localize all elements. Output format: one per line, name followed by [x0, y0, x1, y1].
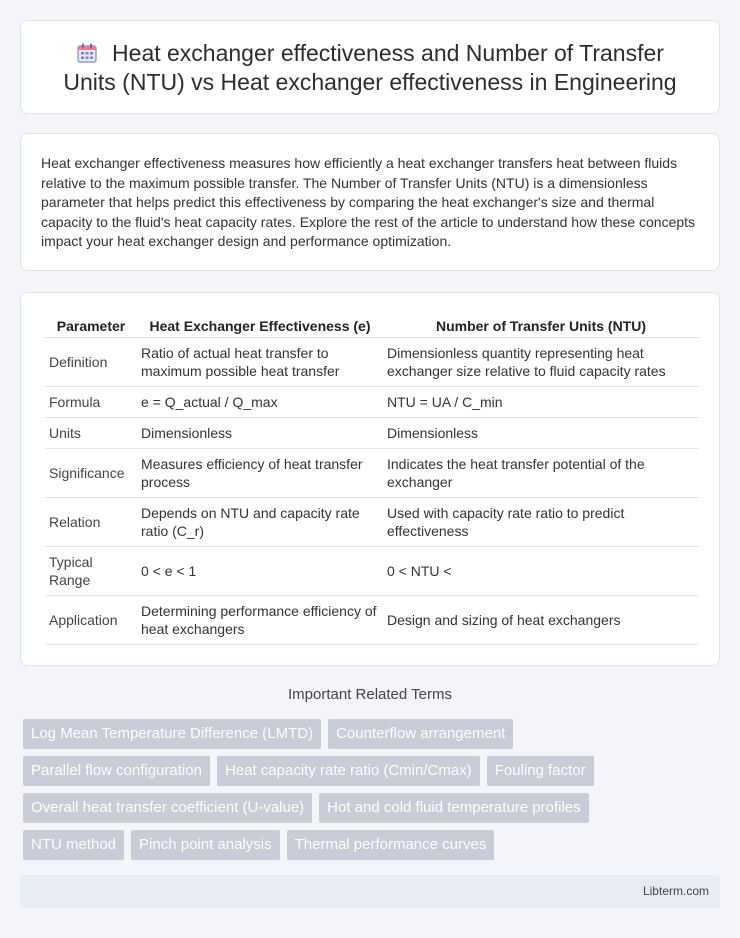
footer: [20, 875, 720, 908]
tag-heat-capacity-rate-ratio[interactable]: Heat capacity rate ratio (Cmin/Cmax): [217, 756, 480, 786]
tag-row: [23, 756, 723, 786]
column-header-ntu: Number of Transfer Units (NTU): [383, 313, 699, 337]
page-title: [41, 39, 699, 97]
cell-effectiveness: 0 < e < 1: [137, 546, 383, 595]
cell-parameter: Significance: [45, 448, 137, 497]
table-header-row: [45, 313, 699, 337]
tag-overall-heat-transfer-coefficient[interactable]: Overall heat transfer coefficient (U-value): [23, 793, 312, 823]
tag-ntu-method[interactable]: NTU method: [23, 830, 124, 860]
calendar-icon: [76, 42, 98, 64]
table-row: [45, 417, 699, 448]
table-row: [45, 595, 699, 644]
tag-parallel-flow-configuration[interactable]: Parallel flow configuration: [23, 756, 210, 786]
cell-parameter: Units: [45, 417, 137, 448]
cell-effectiveness: Measures efficiency of heat transfer process: [137, 448, 383, 497]
tag-row: [23, 830, 723, 860]
tag-thermal-performance-curves[interactable]: Thermal performance curves: [287, 830, 495, 860]
cell-parameter: Definition: [45, 337, 137, 386]
title-card: [20, 20, 720, 114]
cell-ntu: Used with capacity rate ratio to predict effectiveness: [383, 497, 699, 546]
column-header-parameter: Parameter: [45, 313, 137, 337]
tag-pinch-point-analysis[interactable]: Pinch point analysis: [131, 830, 280, 860]
footer-site-link[interactable]: Libterm.com: [642, 884, 709, 898]
intro-card: [20, 133, 720, 271]
tag-fouling-factor[interactable]: Fouling factor: [487, 756, 594, 786]
table-row: [45, 386, 699, 417]
tag-row: [23, 793, 723, 823]
cell-effectiveness: Determining performance efficiency of heat exchangers: [137, 595, 383, 644]
table-row: [45, 546, 699, 595]
related-terms-heading: Important Related Terms: [288, 686, 452, 703]
tag-counterflow-arrangement[interactable]: Counterflow arrangement: [328, 719, 513, 749]
title-line-1: Heat exchanger effectiveness and Number of Transfer: [112, 40, 664, 66]
cell-parameter: Relation: [45, 497, 137, 546]
cell-ntu: Design and sizing of heat exchangers: [383, 595, 699, 644]
table-row: [45, 448, 699, 497]
comparison-table-card: [20, 292, 720, 666]
tag-fluid-temperature-profiles[interactable]: Hot and cold fluid temperature profiles: [319, 793, 588, 823]
cell-effectiveness: e = Q_actual / Q_max: [137, 386, 383, 417]
cell-parameter: Formula: [45, 386, 137, 417]
intro-paragraph: Heat exchanger effectiveness measures how efficiently a heat exchanger transfers heat between fluids relative to the maximum possible transfer. The Number of Transfer Units (NTU) is a dimensionless parameter that helps predict this effectiveness by comparing the heat exchanger's size and thermal capacity to the fluid's heat capacity rates. Explore the rest of the article to understand how these concepts impact your heat exchanger design and performance optimization.: [41, 155, 696, 249]
tag-row: [23, 719, 723, 749]
title-line-2: Units (NTU) vs Heat exchanger effectiveness in Engineering: [63, 69, 677, 95]
cell-ntu: Dimensionless quantity representing heat exchanger size relative to fluid capacity rates: [383, 337, 699, 386]
cell-effectiveness: Dimensionless: [137, 417, 383, 448]
cell-effectiveness: Ratio of actual heat transfer to maximum possible heat transfer: [137, 337, 383, 386]
table-row: [45, 497, 699, 546]
cell-ntu: Indicates the heat transfer potential of the exchanger: [383, 448, 699, 497]
tag-lmtd[interactable]: Log Mean Temperature Difference (LMTD): [23, 719, 321, 749]
table-row: [45, 337, 699, 386]
related-terms: [23, 719, 723, 867]
cell-ntu: Dimensionless: [383, 417, 699, 448]
cell-parameter: Application: [45, 595, 137, 644]
comparison-table: [45, 313, 699, 645]
column-header-effectiveness: Heat Exchanger Effectiveness (e): [137, 313, 383, 337]
cell-parameter: Typical Range: [45, 546, 137, 595]
cell-ntu: 0 < NTU <: [383, 546, 699, 595]
cell-ntu: NTU = UA / C_min: [383, 386, 699, 417]
cell-effectiveness: Depends on NTU and capacity rate ratio (C_r): [137, 497, 383, 546]
